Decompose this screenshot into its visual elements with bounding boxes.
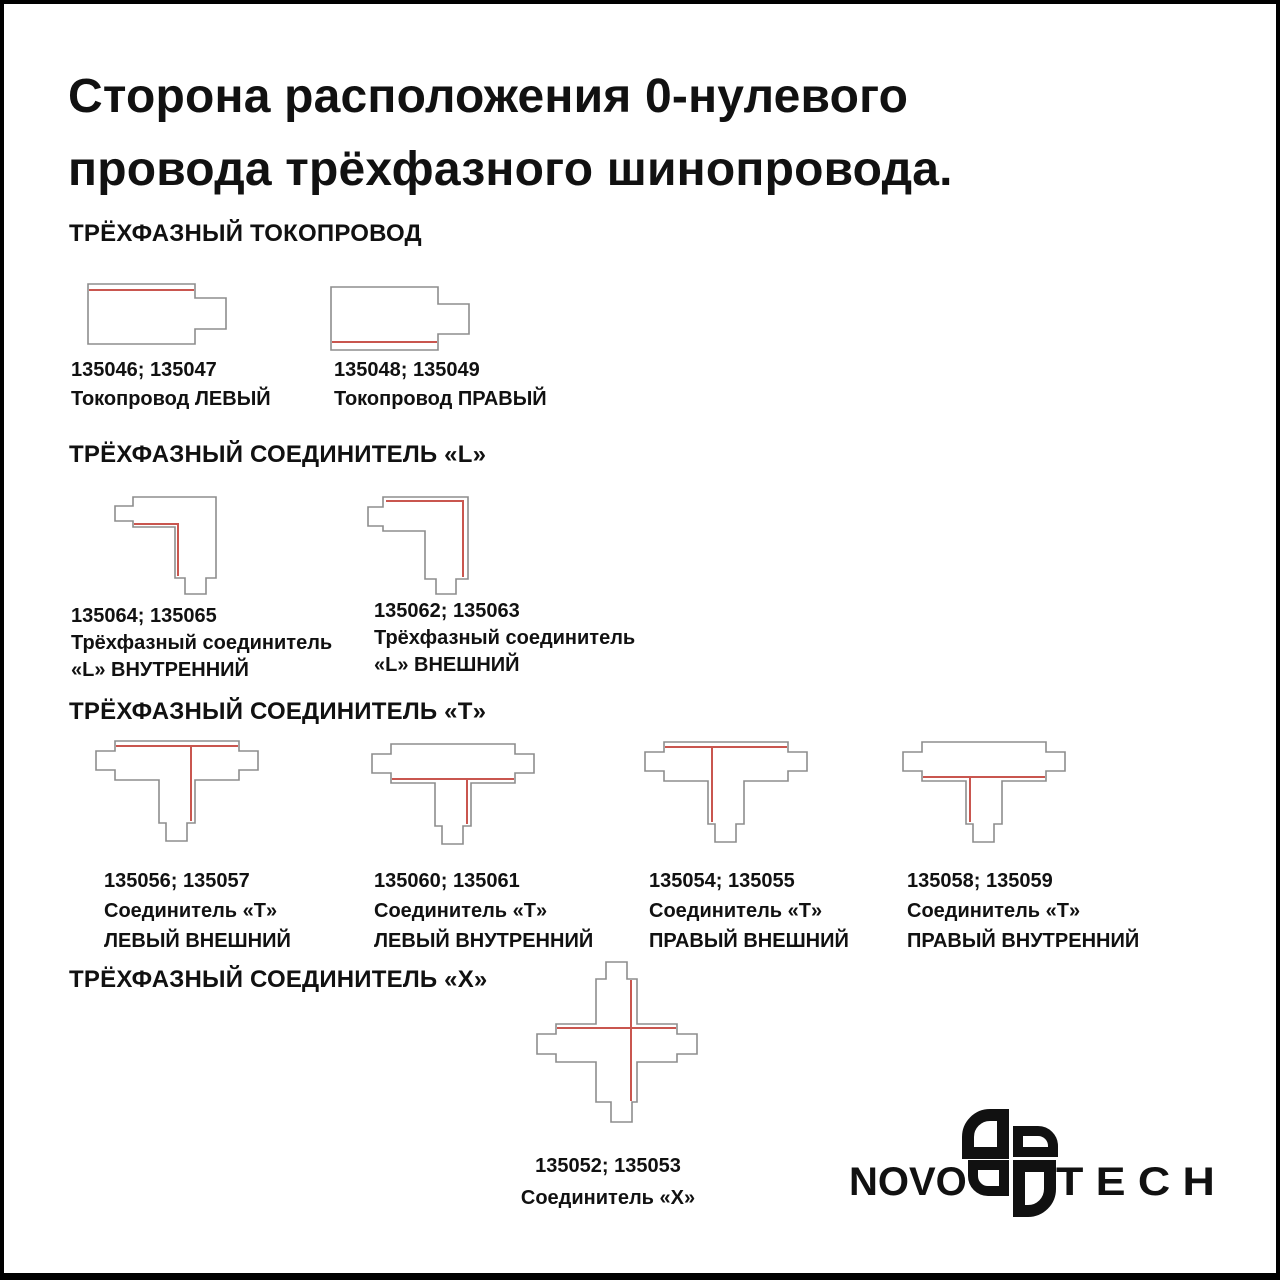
t-right-inner-label xyxy=(907,866,1139,956)
t-connector-left-outer-diagram xyxy=(95,740,259,842)
logo-text-novo: NOVO xyxy=(849,1160,967,1204)
t-connector-right-inner-diagram xyxy=(902,741,1066,843)
product-name: Трёхфазный соединитель xyxy=(71,632,333,654)
product-name: Соединитель «Т» xyxy=(649,900,823,922)
product-codes: 135064; 135065 xyxy=(71,605,217,627)
l-connector-outer-diagram xyxy=(367,496,469,596)
section-header-l-connector: ТРЁХФАЗНЫЙ СОЕДИНИТЕЛЬ «L» xyxy=(69,441,487,468)
section-header-t-connector: ТРЁХФАЗНЫЙ СОЕДИНИТЕЛЬ «Т» xyxy=(69,698,487,725)
l-inner-label xyxy=(71,603,332,684)
product-name: Токопровод ЛЕВЫЙ xyxy=(71,388,271,410)
product-name: Соединитель «Т» xyxy=(374,900,548,922)
novotech-emblem-icon xyxy=(962,1102,1062,1219)
product-variant: ПРАВЫЙ ВНУТРЕННИЙ xyxy=(907,930,1140,952)
t-right-outer-label xyxy=(649,866,849,956)
product-name: Соединитель «Т» xyxy=(104,900,278,922)
product-name: Соединитель «Т» xyxy=(907,900,1081,922)
t-left-outer-label xyxy=(104,866,291,956)
product-variant: «L» ВНЕШНИЙ xyxy=(374,654,520,676)
product-codes: 135058; 135059 xyxy=(907,870,1053,892)
x-connector-diagram xyxy=(536,960,699,1124)
product-variant: ПРАВЫЙ ВНЕШНИЙ xyxy=(649,930,849,952)
track-feed-left-diagram xyxy=(87,283,227,345)
product-codes: 135054; 135055 xyxy=(649,870,795,892)
product-name: Соединитель «Х» xyxy=(520,1187,696,1209)
product-codes: 135052; 135053 xyxy=(535,1155,681,1177)
product-name: Токопровод ПРАВЫЙ xyxy=(334,388,547,410)
product-variant: ЛЕВЫЙ ВНУТРЕННИЙ xyxy=(374,930,594,952)
page-title-line1: Сторона расположения 0-нулевого xyxy=(68,70,909,123)
product-codes: 135048; 135049 xyxy=(334,359,480,381)
emblem-leaf-top-left xyxy=(962,1109,1009,1159)
product-codes: 135056; 135057 xyxy=(104,870,250,892)
track-feed-right-diagram xyxy=(330,286,470,351)
product-codes: 135060; 135061 xyxy=(374,870,520,892)
page-title-line2: провода трёхфазного шинопровода. xyxy=(68,143,953,196)
feed-right-label xyxy=(334,356,547,414)
x-connector-label xyxy=(493,1150,723,1214)
product-codes: 135046; 135047 xyxy=(71,359,217,381)
t-connector-left-inner-diagram xyxy=(371,743,535,845)
page-title xyxy=(68,60,953,206)
emblem-leaf-bottom-left xyxy=(968,1160,1009,1196)
section-header-x-connector: ТРЁХФАЗНЫЙ СОЕДИНИТЕЛЬ «Х» xyxy=(69,966,488,993)
l-connector-inner-diagram xyxy=(114,496,218,596)
product-name: Трёхфазный соединитель xyxy=(374,627,636,649)
emblem-leaf-top-right xyxy=(1013,1126,1058,1157)
t-left-inner-label xyxy=(374,866,593,956)
logo-text-tech: TECH xyxy=(1056,1160,1228,1204)
product-variant: «L» ВНУТРЕННИЙ xyxy=(71,659,249,681)
l-outer-label xyxy=(374,598,635,679)
product-variant: ЛЕВЫЙ ВНЕШНИЙ xyxy=(104,930,291,952)
feed-left-label xyxy=(71,356,271,414)
t-connector-right-outer-diagram xyxy=(644,741,808,843)
product-codes: 135062; 135063 xyxy=(374,600,520,622)
section-header-feed: ТРЁХФАЗНЫЙ ТОКОПРОВОД xyxy=(69,220,422,247)
emblem-leaf-bottom-right xyxy=(1013,1160,1056,1217)
